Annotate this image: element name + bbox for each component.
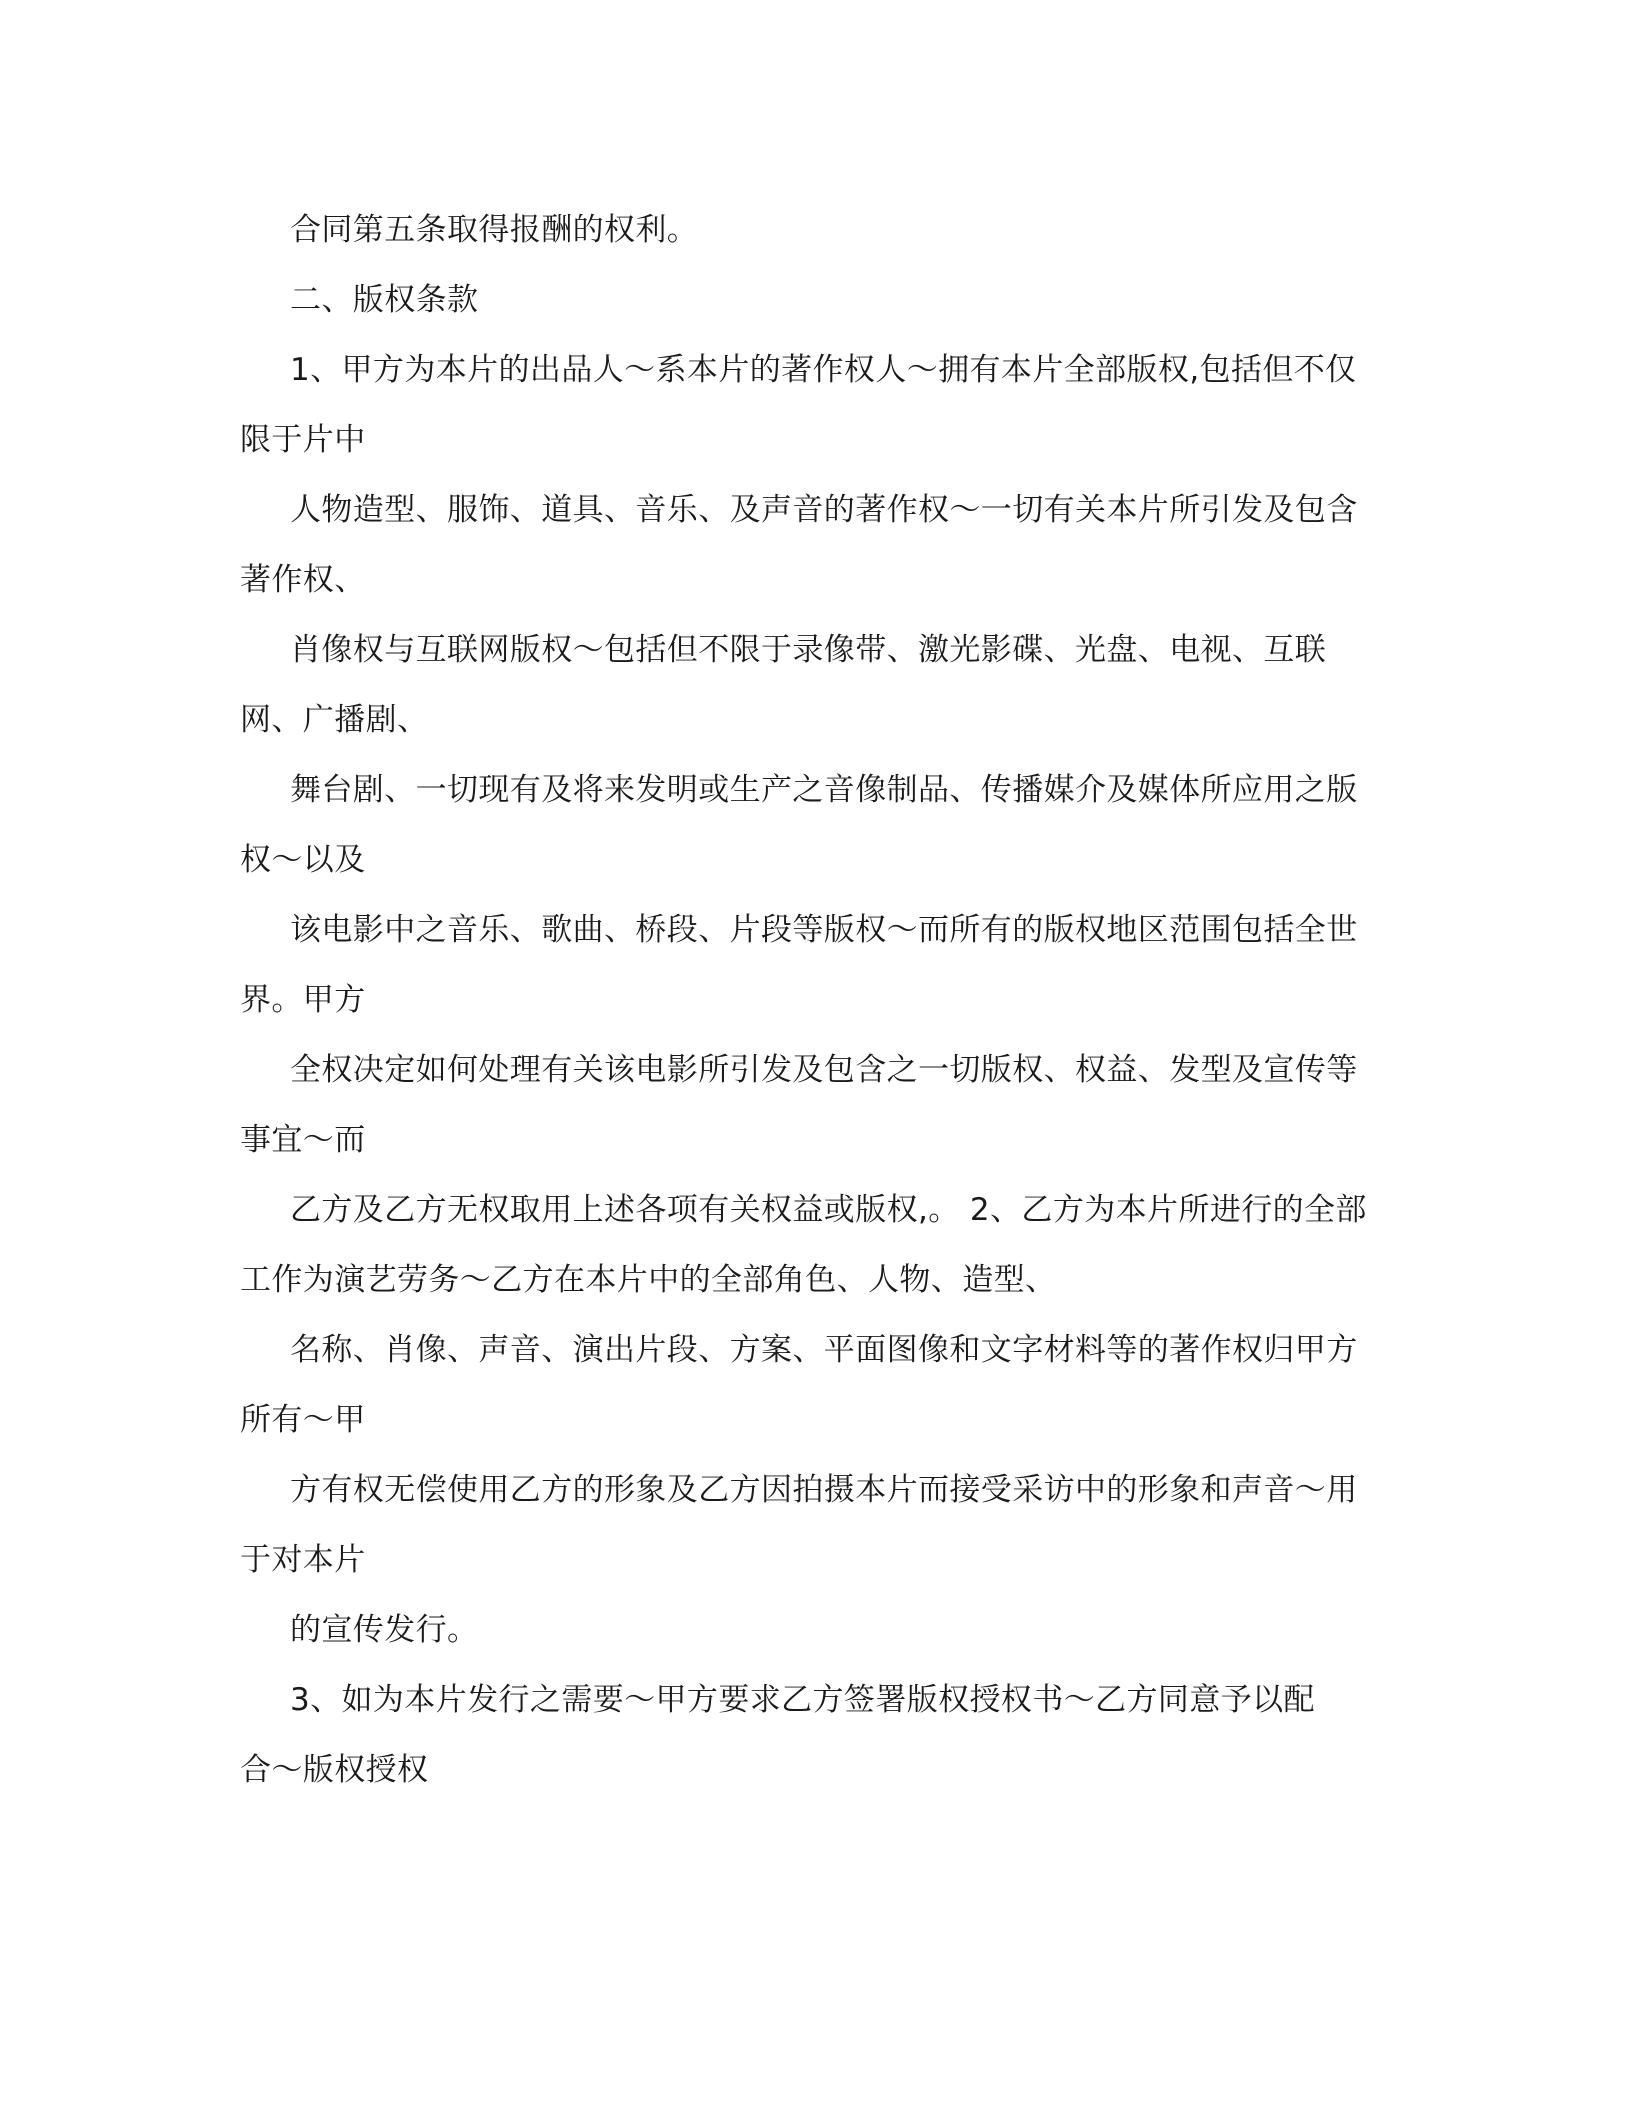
- text-line: 事宜～而: [240, 1122, 366, 1158]
- text-line: 舞台剧、一切现有及将来发明或生产之音像制品、传播媒介及媒体所应用之版: [290, 772, 1358, 808]
- text-line: 所有～甲: [240, 1402, 366, 1438]
- text-line: 界。甲方: [240, 982, 366, 1018]
- text-line: 全权决定如何处理有关该电影所引发及包含之一切版权、权益、发型及宣传等: [290, 1052, 1358, 1088]
- text-line: 工作为演艺劳务～乙方在本片中的全部角色、人物、造型、: [240, 1262, 1057, 1298]
- text-line: 方有权无偿使用乙方的形象及乙方因拍摄本片而接受采访中的形象和声音～用: [290, 1472, 1358, 1508]
- text-line: 于对本片: [240, 1542, 366, 1578]
- text-line: 著作权、: [240, 562, 366, 598]
- text-line: 名称、肖像、声音、演出片段、方案、平面图像和文字材料等的著作权归甲方: [290, 1332, 1358, 1368]
- text-line: 合同第五条取得报酬的权利。: [290, 212, 699, 248]
- text-line: 人物造型、服饰、道具、音乐、及声音的著作权～一切有关本片所引发及包含: [290, 492, 1358, 528]
- text-line: 1、甲方为本片的出品人～系本片的著作权人～拥有本片全部版权,包括但不仅: [290, 352, 1357, 388]
- text-line: 乙方及乙方无权取用上述各项有关权益或版权,。 2、乙方为本片所进行的全部: [290, 1192, 1367, 1228]
- text-line: 3、如为本片发行之需要～甲方要求乙方签署版权授权书～乙方同意予以配: [290, 1682, 1315, 1718]
- section-heading: 二、版权条款: [290, 282, 479, 318]
- text-line: 限于片中: [240, 422, 366, 458]
- text-line: 该电影中之音乐、歌曲、桥段、片段等版权～而所有的版权地区范围包括全世: [290, 912, 1358, 948]
- contract-text-block: [240, 195, 1390, 1805]
- text-line: 的宣传发行。: [290, 1612, 479, 1648]
- text-line: 权～以及: [240, 842, 366, 878]
- text-line: 网、广播剧、: [240, 702, 429, 738]
- text-line: 合～版权授权: [240, 1752, 429, 1788]
- text-line: 肖像权与互联网版权～包括但不限于录像带、激光影碟、光盘、电视、互联: [290, 632, 1327, 668]
